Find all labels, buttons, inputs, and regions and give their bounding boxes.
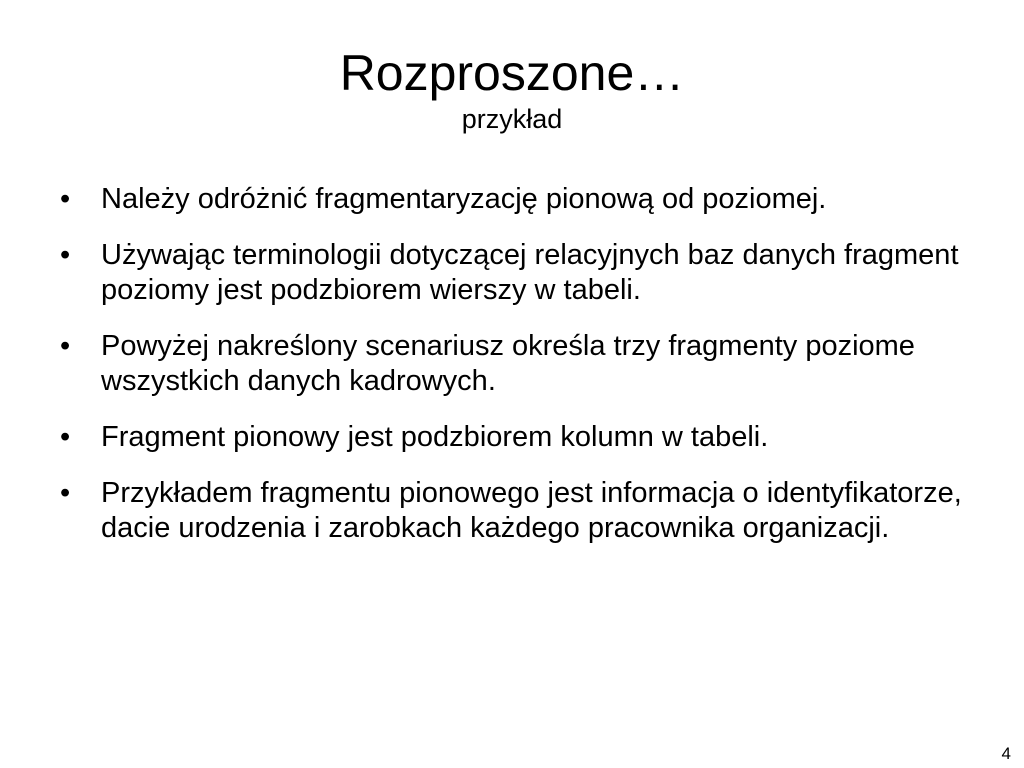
bullet-item bbox=[58, 238, 998, 308]
bullet-marker: • bbox=[60, 183, 71, 215]
bullet-item bbox=[58, 329, 998, 399]
bullet-text: Należy odróżnić fragmentaryzację pionową od poziomej. bbox=[101, 183, 827, 215]
bullet-marker: • bbox=[60, 239, 71, 271]
bullet-text: Przykładem fragmentu pionowego jest informacja o identyfikatorze, dacie urodzenia i zarobkach każdego pracownika organizacji. bbox=[101, 477, 962, 544]
bullet-marker: • bbox=[60, 477, 71, 509]
bullet-list bbox=[58, 182, 998, 567]
bullet-marker: • bbox=[60, 421, 71, 453]
slide-title: Rozproszone… bbox=[339, 45, 685, 101]
bullet-item bbox=[58, 420, 998, 455]
bullet-item bbox=[58, 182, 998, 217]
slide-subtitle: przykład bbox=[461, 104, 563, 134]
page-number: 4 bbox=[1001, 744, 1011, 763]
title-block bbox=[0, 42, 1024, 134]
bullet-marker: • bbox=[60, 330, 71, 362]
bullet-text: Fragment pionowy jest podzbiorem kolumn w tabeli. bbox=[101, 421, 769, 453]
bullet-text: Powyżej nakreślony scenariusz określa trzy fragmenty poziome wszystkich danych kadrowych. bbox=[101, 330, 915, 397]
bullet-text: Używając terminologii dotyczącej relacyjnych baz danych fragment poziomy jest podzbiorem wierszy w tabeli. bbox=[101, 239, 959, 306]
bullet-item bbox=[58, 476, 998, 546]
